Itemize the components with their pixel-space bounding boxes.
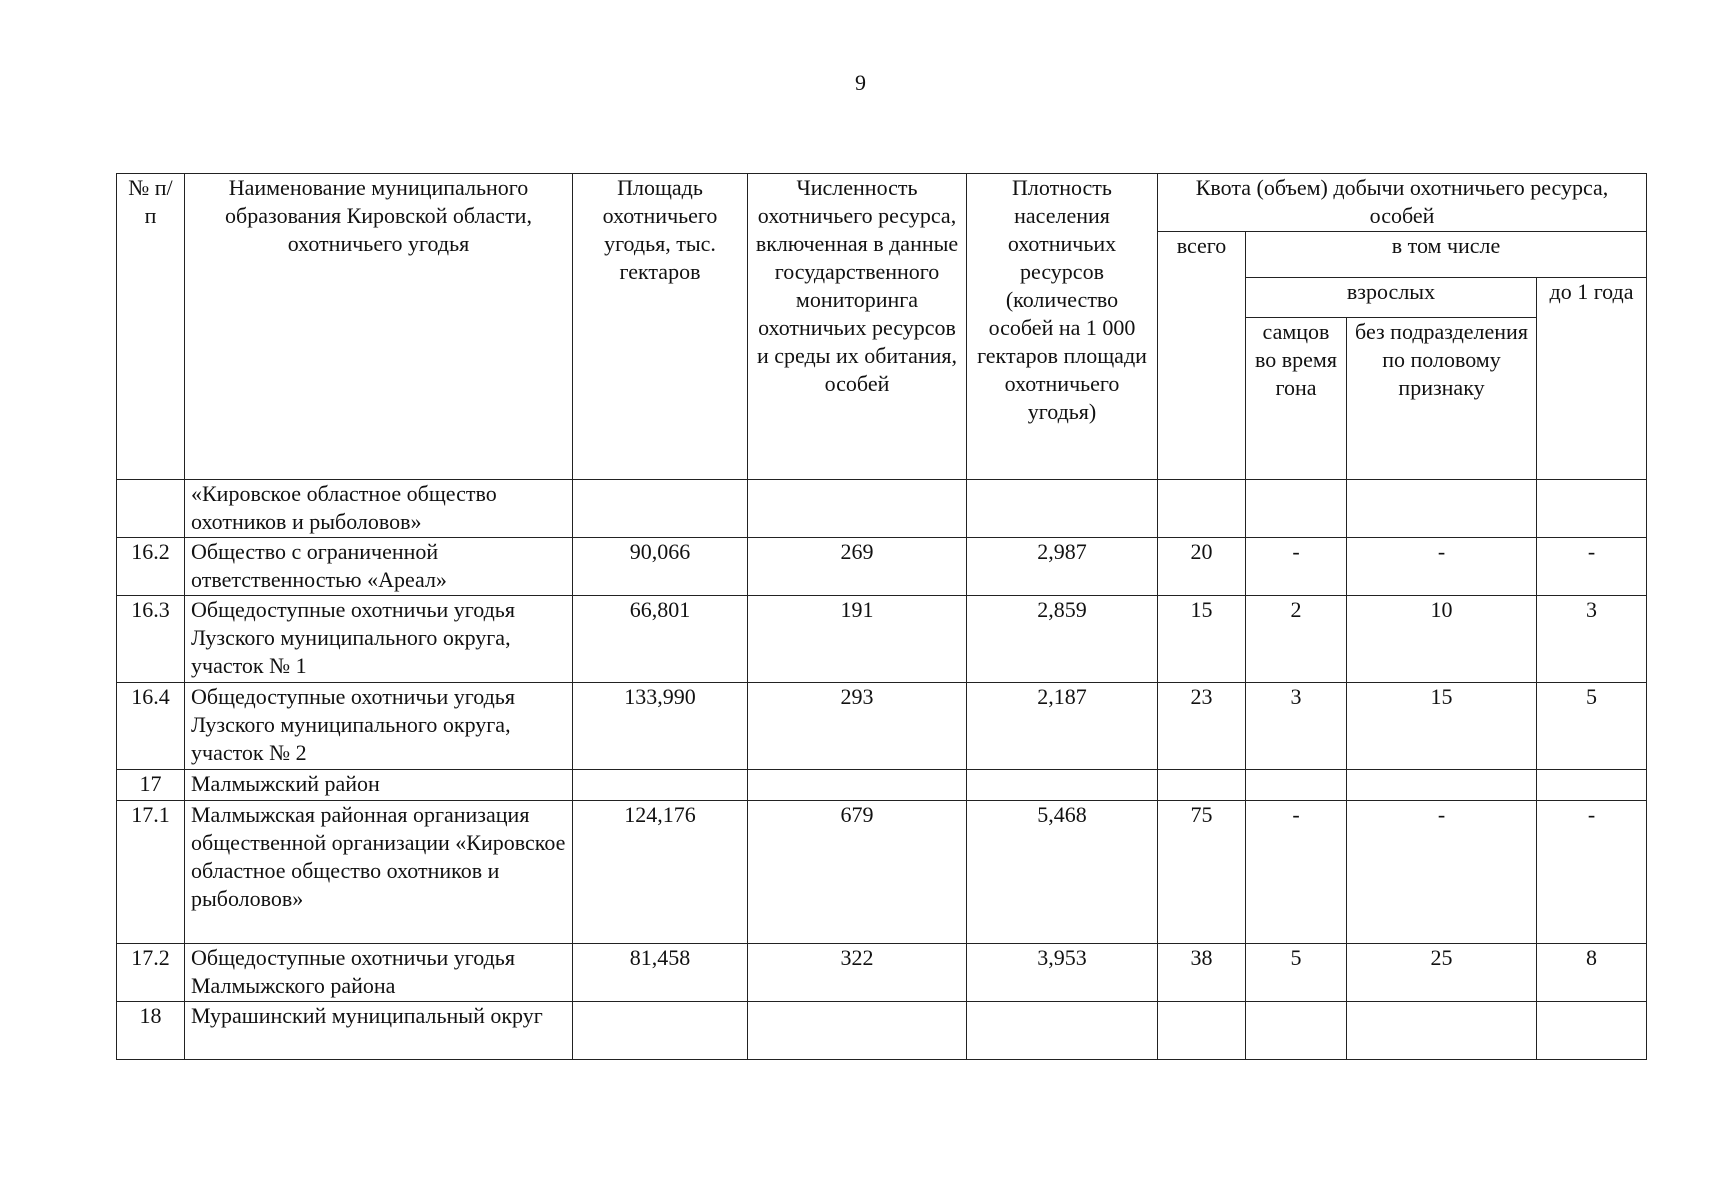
row-total [1158, 1002, 1246, 1060]
table-row [117, 770, 1647, 801]
row-count: 191 [748, 596, 967, 683]
row-nosex [1347, 1002, 1537, 1060]
row-males: 3 [1246, 683, 1347, 770]
table-row [117, 596, 1647, 683]
row-name: Общедоступные охотничьи угодья Лузского муниципального округа, участок № 1 [185, 596, 573, 683]
header-density: Плотность населения охотничьих ресурсов (количество особей на 1 000 гектаров площади охотничьего угодья) [967, 174, 1158, 480]
row-num: 16.4 [117, 683, 185, 770]
table-row [117, 683, 1647, 770]
row-nosex: 10 [1347, 596, 1537, 683]
row-under1 [1537, 1002, 1647, 1060]
row-nosex: - [1347, 801, 1537, 944]
row-density: 5,468 [967, 801, 1158, 944]
row-count: 269 [748, 538, 967, 596]
header-num: № п/п [117, 174, 185, 480]
row-nosex: - [1347, 538, 1537, 596]
row-num: 17.1 [117, 801, 185, 944]
row-density: 3,953 [967, 944, 1158, 1002]
row-nosex: 15 [1347, 683, 1537, 770]
row-density [967, 480, 1158, 538]
row-males: - [1246, 538, 1347, 596]
row-males [1246, 1002, 1347, 1060]
header-nosex: без подразделения по половому признаку [1347, 318, 1537, 480]
row-males: 2 [1246, 596, 1347, 683]
row-total: 20 [1158, 538, 1246, 596]
row-num: 16.2 [117, 538, 185, 596]
row-nosex [1347, 770, 1537, 801]
row-area: 124,176 [573, 801, 748, 944]
row-count [748, 1002, 967, 1060]
table-header [117, 174, 1647, 480]
header-under1: до 1 года [1537, 278, 1647, 480]
row-name: «Кировское областное общество охотников и рыболовов» [185, 480, 573, 538]
row-density [967, 1002, 1158, 1060]
page-number: 9 [855, 70, 866, 95]
row-males [1246, 770, 1347, 801]
header-name: Наименование муниципального образования Кировской области, охотничьего угодья [185, 174, 573, 480]
row-area: 90,066 [573, 538, 748, 596]
row-males: 5 [1246, 944, 1347, 1002]
row-nosex [1347, 480, 1537, 538]
row-density: 2,859 [967, 596, 1158, 683]
row-count: 679 [748, 801, 967, 944]
row-area: 81,458 [573, 944, 748, 1002]
row-under1: - [1537, 538, 1647, 596]
row-area: 66,801 [573, 596, 748, 683]
row-area [573, 770, 748, 801]
row-under1 [1537, 480, 1647, 538]
row-num: 17.2 [117, 944, 185, 1002]
table-row [117, 538, 1647, 596]
row-count: 293 [748, 683, 967, 770]
row-name: Малмыжский район [185, 770, 573, 801]
row-total [1158, 770, 1246, 801]
row-count [748, 770, 967, 801]
row-males: - [1246, 801, 1347, 944]
row-num: 18 [117, 1002, 185, 1060]
row-name: Малмыжская районная организация общественной организации «Кировское областное общество охотников и рыболовов» [185, 801, 573, 944]
row-total: 23 [1158, 683, 1246, 770]
row-under1: - [1537, 801, 1647, 944]
row-density [967, 770, 1158, 801]
header-males: самцов во время гона [1246, 318, 1347, 480]
row-total: 15 [1158, 596, 1246, 683]
row-under1: 5 [1537, 683, 1647, 770]
row-under1 [1537, 770, 1647, 801]
quota-table [116, 173, 1647, 1060]
row-area: 133,990 [573, 683, 748, 770]
table-body [117, 480, 1647, 1060]
row-name: Общедоступные охотничьи угодья Малмыжского района [185, 944, 573, 1002]
row-num: 17 [117, 770, 185, 801]
table-row [117, 944, 1647, 1002]
row-name: Общество с ограниченной ответственностью «Ареал» [185, 538, 573, 596]
row-name: Общедоступные охотничьи угодья Лузского муниципального округа, участок № 2 [185, 683, 573, 770]
header-area: Площадь охотничьего угодья, тыс. гектаров [573, 174, 748, 480]
row-nosex: 25 [1347, 944, 1537, 1002]
header-count: Численность охотничьего ресурса, включенная в данные государственного мониторинга охотничьих ресурсов и среды их обитания, особей [748, 174, 967, 480]
row-density: 2,187 [967, 683, 1158, 770]
table-row [117, 801, 1647, 944]
row-num [117, 480, 185, 538]
header-total: всего [1158, 232, 1246, 480]
row-total: 75 [1158, 801, 1246, 944]
table-row [117, 480, 1647, 538]
row-under1: 3 [1537, 596, 1647, 683]
row-area [573, 480, 748, 538]
header-quota: Квота (объем) добычи охотничьего ресурса, особей [1158, 174, 1647, 232]
header-adults: взрослых [1246, 278, 1537, 318]
row-density: 2,987 [967, 538, 1158, 596]
row-count: 322 [748, 944, 967, 1002]
row-males [1246, 480, 1347, 538]
row-total [1158, 480, 1246, 538]
table-row [117, 1002, 1647, 1060]
row-name: Мурашинский муниципальный округ [185, 1002, 573, 1060]
row-area [573, 1002, 748, 1060]
row-total: 38 [1158, 944, 1246, 1002]
row-under1: 8 [1537, 944, 1647, 1002]
header-including: в том числе [1246, 232, 1647, 278]
row-num: 16.3 [117, 596, 185, 683]
row-count [748, 480, 967, 538]
